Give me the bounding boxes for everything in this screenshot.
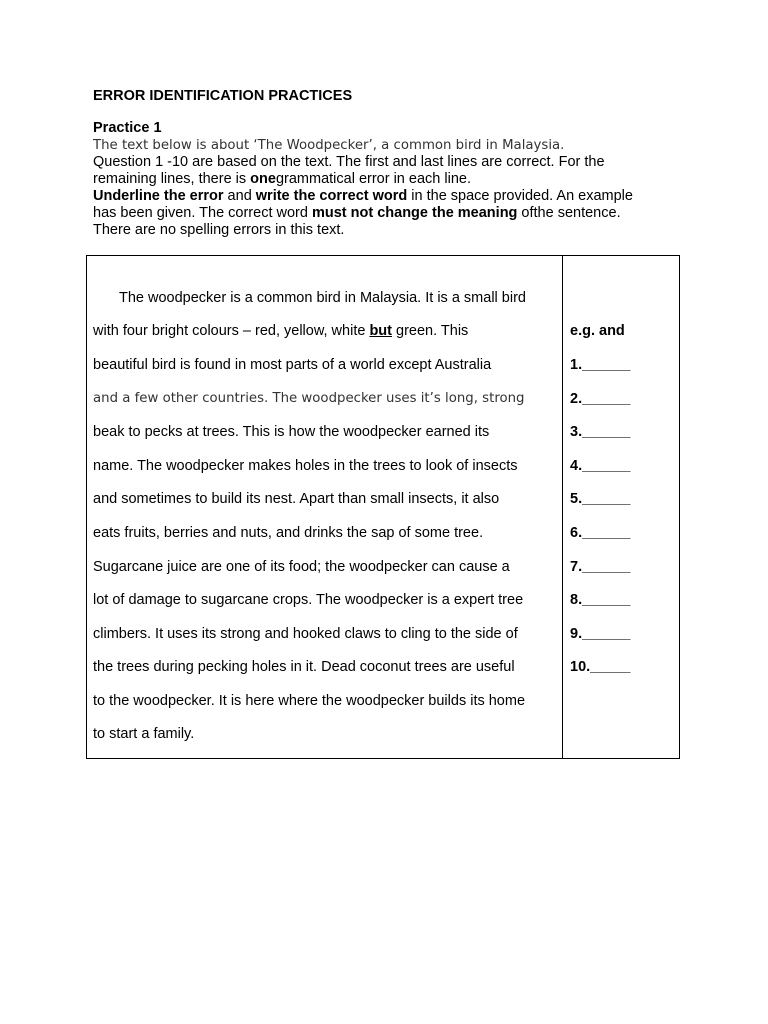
passage-line bbox=[93, 322, 468, 340]
underline-instruction-line-3: There are no spelling errors in this text. bbox=[93, 222, 345, 238]
question-instruction-line-2 bbox=[93, 171, 693, 188]
underline-instruction-line-2 bbox=[93, 205, 693, 222]
answer-blank-3[interactable]: 3.______ bbox=[570, 424, 631, 440]
passage-line: lot of damage to sugarcane crops. The woodpecker is a expert tree bbox=[93, 592, 524, 608]
text-fragment: green. This bbox=[391, 323, 469, 339]
answer-blank-2[interactable]: 2.______ bbox=[570, 391, 631, 407]
answer-example: e.g. and bbox=[570, 323, 625, 339]
answer-blank-4[interactable]: 4.______ bbox=[570, 458, 631, 474]
emphasis-text: must not change the meaning bbox=[311, 205, 518, 221]
passage-line: and a few other countries. The woodpecker uses it’s long, strong bbox=[93, 391, 525, 406]
answer-blank-10[interactable]: 10._____ bbox=[570, 659, 631, 675]
passage-line: to start a family. bbox=[93, 726, 195, 742]
instructions bbox=[93, 120, 693, 239]
passage-line: climbers. It uses its strong and hooked claws to cling to the side of bbox=[93, 626, 518, 642]
text-fragment: in the space provided. An example bbox=[407, 188, 633, 204]
text-fragment: with four bright colours – red, yellow, white bbox=[93, 323, 370, 339]
page-title: ERROR IDENTIFICATION PRACTICES bbox=[93, 88, 353, 104]
answer-blank-6[interactable]: 6.______ bbox=[570, 525, 631, 541]
emphasis-text: Underline the error bbox=[93, 188, 224, 204]
practice-intro: The text below is about ‘The Woodpecker’, a common bird in Malaysia. bbox=[93, 138, 565, 153]
passage-line: the trees during pecking holes in it. Dead coconut trees are useful bbox=[93, 659, 515, 675]
practice-title: Practice 1 bbox=[93, 120, 162, 136]
column-divider bbox=[562, 256, 563, 758]
exercise-box bbox=[86, 255, 680, 759]
passage-line: name. The woodpecker makes holes in the trees to look of insects bbox=[93, 458, 518, 474]
passage-line: beautiful bird is found in most parts of a world except Australia bbox=[93, 357, 492, 373]
question-instruction-line-1: Question 1 -10 are based on the text. The first and last lines are correct. For the bbox=[93, 154, 605, 170]
passage-line: Sugarcane juice are one of its food; the woodpecker can cause a bbox=[93, 559, 510, 575]
answer-blank-8[interactable]: 8.______ bbox=[570, 592, 631, 608]
underline-instruction-line-1 bbox=[93, 188, 693, 205]
answer-blank-9[interactable]: 9.______ bbox=[570, 626, 631, 642]
passage-line: and sometimes to build its nest. Apart than small insects, it also bbox=[93, 491, 500, 507]
answer-blank-1[interactable]: 1.______ bbox=[570, 357, 631, 373]
answer-blank-7[interactable]: 7.______ bbox=[570, 559, 631, 575]
text-fragment: ofthe sentence. bbox=[517, 205, 621, 221]
text-fragment: grammatical error in each line. bbox=[275, 171, 471, 187]
passage-line: The woodpecker is a common bird in Malaysia. It is a small bird bbox=[119, 290, 526, 306]
text-fragment: remaining lines, there is bbox=[93, 171, 251, 187]
example-error-word: but bbox=[369, 323, 392, 339]
passage-line: to the woodpecker. It is here where the woodpecker builds its home bbox=[93, 693, 526, 709]
text-fragment: and bbox=[223, 188, 256, 204]
answer-blank-5[interactable]: 5.______ bbox=[570, 491, 631, 507]
passage-line: eats fruits, berries and nuts, and drinks the sap of some tree. bbox=[93, 525, 484, 541]
emphasis-text: one bbox=[250, 171, 276, 187]
emphasis-text: write the correct word bbox=[255, 188, 408, 204]
text-fragment: has been given. The correct word bbox=[93, 205, 312, 221]
passage-line: beak to pecks at trees. This is how the woodpecker earned its bbox=[93, 424, 490, 440]
